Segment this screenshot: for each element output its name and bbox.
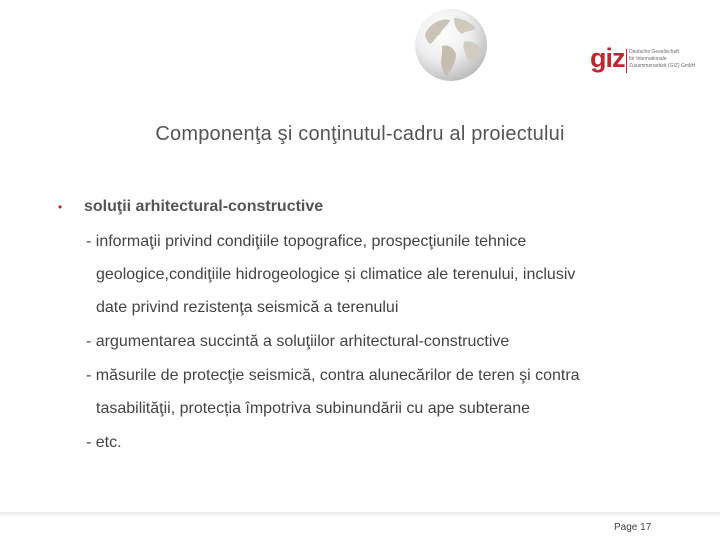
- logo-line-1: Deutsche Gesellschaft: [629, 49, 680, 55]
- body-line-7: - etc.: [86, 434, 122, 451]
- logo-line-2: für Internationale: [629, 56, 667, 62]
- slide-title: Componenţa şi conţinutul-cadru al proiectului: [155, 123, 565, 145]
- body-line-5: - măsurile de protecţie seismică, contra alunecărilor de teren şi contra: [86, 367, 580, 384]
- bullet-label: soluţii arhitectural-constructive: [84, 198, 324, 215]
- body-line-2: geologice,condiţiile hidrogeologice și climatice ale terenului, inclusiv: [96, 266, 576, 283]
- body-line-6: tasabilităţii, protecția împotriva subinundării cu ape subterane: [96, 400, 531, 417]
- body-line-1: - informaţii privind condiţiile topografice, prospecţiunile tehnice: [86, 233, 527, 250]
- body-line-3: date privind rezistenţa seismică a terenului: [96, 299, 399, 316]
- footer-bar: [0, 512, 720, 540]
- bullet-dot: •: [58, 200, 63, 214]
- page-number: Page 17: [614, 522, 652, 533]
- logo-line-3: Zusammenarbeit (GIZ) GmbH: [629, 63, 696, 69]
- logo-mark: giz: [590, 43, 625, 73]
- globe-icon: [412, 6, 490, 84]
- logo-divider: [626, 49, 627, 73]
- body-line-4: - argumentarea succintă a soluţiilor arhitectural-constructive: [86, 333, 510, 350]
- giz-logo: [590, 43, 700, 76]
- logo-text: [629, 49, 699, 70]
